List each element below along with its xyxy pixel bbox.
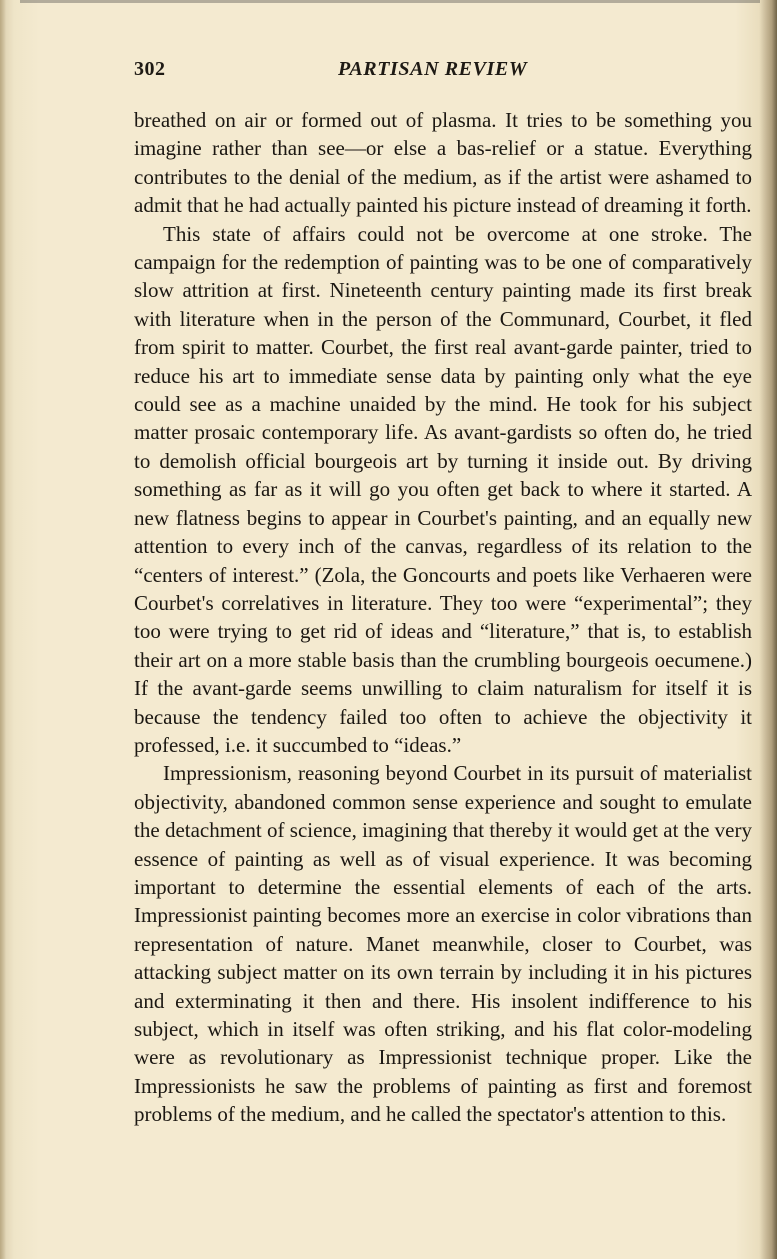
running-head (134, 58, 752, 90)
paragraph-impressionism: Impressionism, reasoning beyond Courbet in its pursuit of materialist objectivity, abandoned common sense experience and sought to emulate the detachment of science, imagining that thereby it would get at the very essence of painting as well as of visual experience. It was becoming important to determine the essential elements of each of the arts. Impressionist painting becomes more an exercise in color vibrations than representation of nature. Manet meanwhile, closer to Courbet, was attacking subject matter on its own terrain by including it in his pictures and exterminating it then and there. His insolent indifference to his subject, which in itself was often striking, and his flat color-modeling were as revolutionary as Impressionist technique proper. Like the Impressionists he saw the problems of painting as first and foremost problems of the medium, and he called the spectator's attention to this. (134, 761, 752, 1127)
journal-title: PARTISAN REVIEW (338, 58, 528, 80)
binding-shadow (759, 0, 777, 1259)
page-top-edge (20, 0, 760, 3)
page-left-edge (0, 0, 6, 1259)
paragraph-courbet: This state of affairs could not be overcome at one stroke. The campaign for the redemption of painting was to be one of comparatively slow attrition at first. Nineteenth century painting made its first break with literature when in the person of the Communard, Courbet, it fled from spirit to matter. Courbet, the first real avant-garde painter, tried to reduce his art to immediate sense data by painting only what the eye could see as a machine unaided by the mind. He took for his subject matter prosaic contemporary life. As avant-gardists so often do, he tried to demolish official bourgeois art by turning it inside out. By driving something as far as it will go you often get back to where it started. A new flatness begins to appear in Courbet's painting, and an equally new attention to every inch of the canvas, regardless of its relation to the “centers of interest.” (Zola, the Goncourts and poets like Verhaeren were Courbet's correlatives in literature. They too were “experimental”; they too were trying to get rid of ideas and “literature,” that is, to establish their art on a more stable basis than the crumbling bourgeois oecumene.) If the avant-garde seems unwilling to claim naturalism for itself it is because the tendency failed too often to achieve the objectivity it professed, i.e. it succumbed to “ideas.” (134, 221, 752, 757)
page-number: 302 (134, 58, 166, 80)
body-text (134, 106, 752, 1129)
paragraph-continued: breathed on air or formed out of plasma. It tries to be something you imagine rather than see—or else a bas-relief or a statue. Everything contributes to the denial of the medium, as if the artist were ashamed to admit that he had actually painted his picture instead of dreaming it forth. (134, 108, 752, 218)
